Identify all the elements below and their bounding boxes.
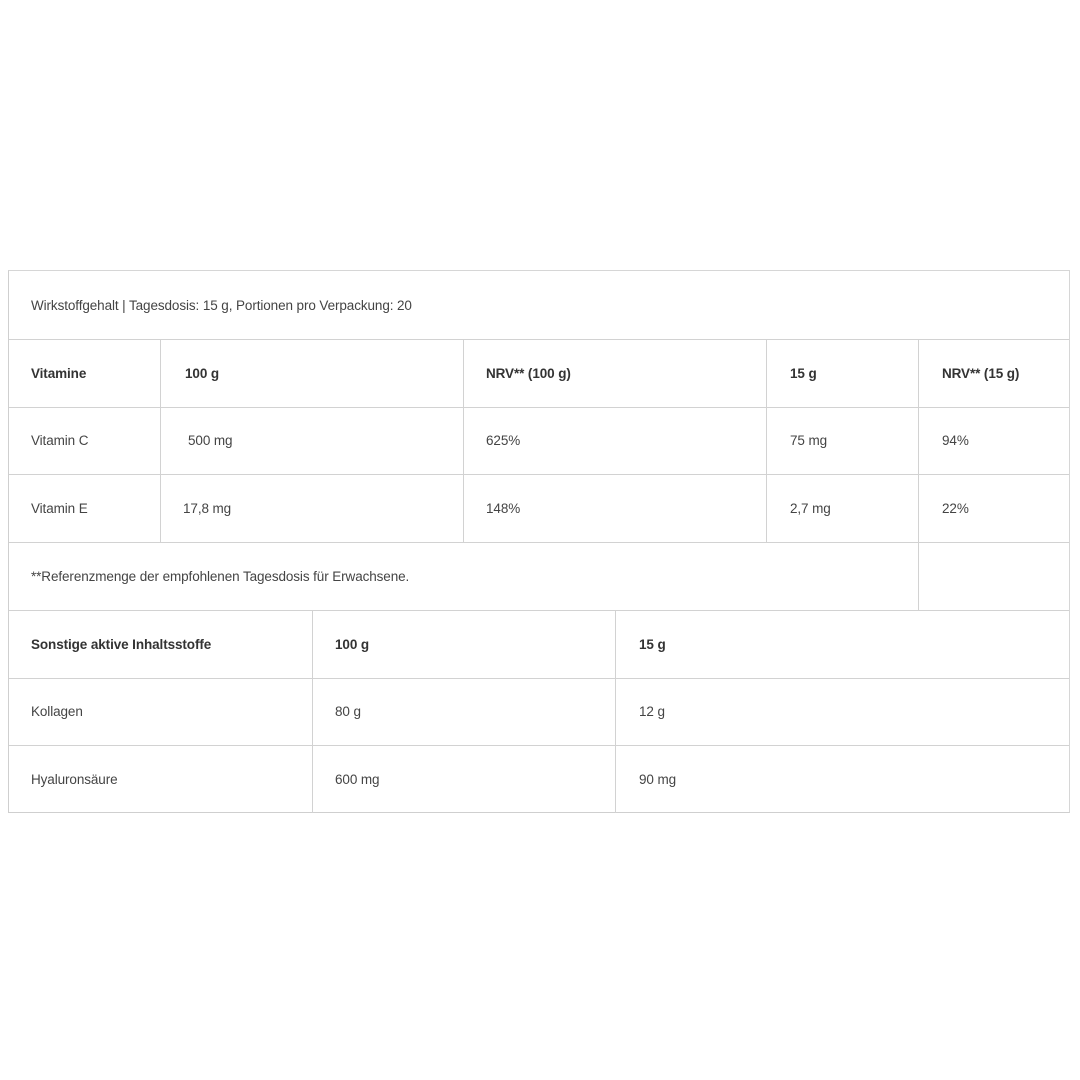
table-cell: 625% [486,433,521,448]
table-cell: Vitamin C [31,433,89,448]
column-header-100g: 100 g [185,366,220,381]
table-cell: 2,7 mg [790,501,831,516]
column-divider [463,339,464,543]
table-cell: 94% [942,433,969,448]
row-divider [9,474,1069,475]
column-divider [918,339,919,611]
table-cell: 75 mg [790,433,828,448]
table-cell: 80 g [335,704,361,719]
column-divider [160,339,161,543]
column-header-nrv-15g: NRV** (15 g) [942,366,1020,381]
table-cell: Hyaluronsäure [31,772,118,787]
table-cell: Vitamin E [31,501,88,516]
column-header-sonstige: Sonstige aktive Inhaltsstoffe [31,637,212,652]
column-divider [312,610,313,813]
column-divider [615,610,616,813]
nutrition-table [8,270,1070,813]
table-header-text: Wirkstoffgehalt | Tagesdosis: 15 g, Portionen pro Verpackung: 20 [31,298,412,313]
table-cell: 500 mg [188,433,233,448]
column-header-15g: 15 g [790,366,817,381]
row-divider [9,678,1069,679]
table-cell: 90 mg [639,772,677,787]
table-cell: 148% [486,501,521,516]
table-cell: 22% [942,501,969,516]
footnote: **Referenzmenge der empfohlenen Tagesdosis für Erwachsene. [31,569,410,584]
column-header-vitamine: Vitamine [31,366,87,381]
row-divider [9,745,1069,746]
row-divider [9,610,1069,611]
column-header-15g: 15 g [639,637,666,652]
row-divider [9,407,1069,408]
row-divider [9,339,1069,340]
table-cell: 12 g [639,704,665,719]
table-cell: Kollagen [31,704,83,719]
column-header-100g: 100 g [335,637,370,652]
column-divider [766,339,767,543]
row-divider [9,542,1069,543]
column-header-nrv-100g: NRV** (100 g) [486,366,571,381]
table-cell: 17,8 mg [183,501,232,516]
table-cell: 600 mg [335,772,380,787]
